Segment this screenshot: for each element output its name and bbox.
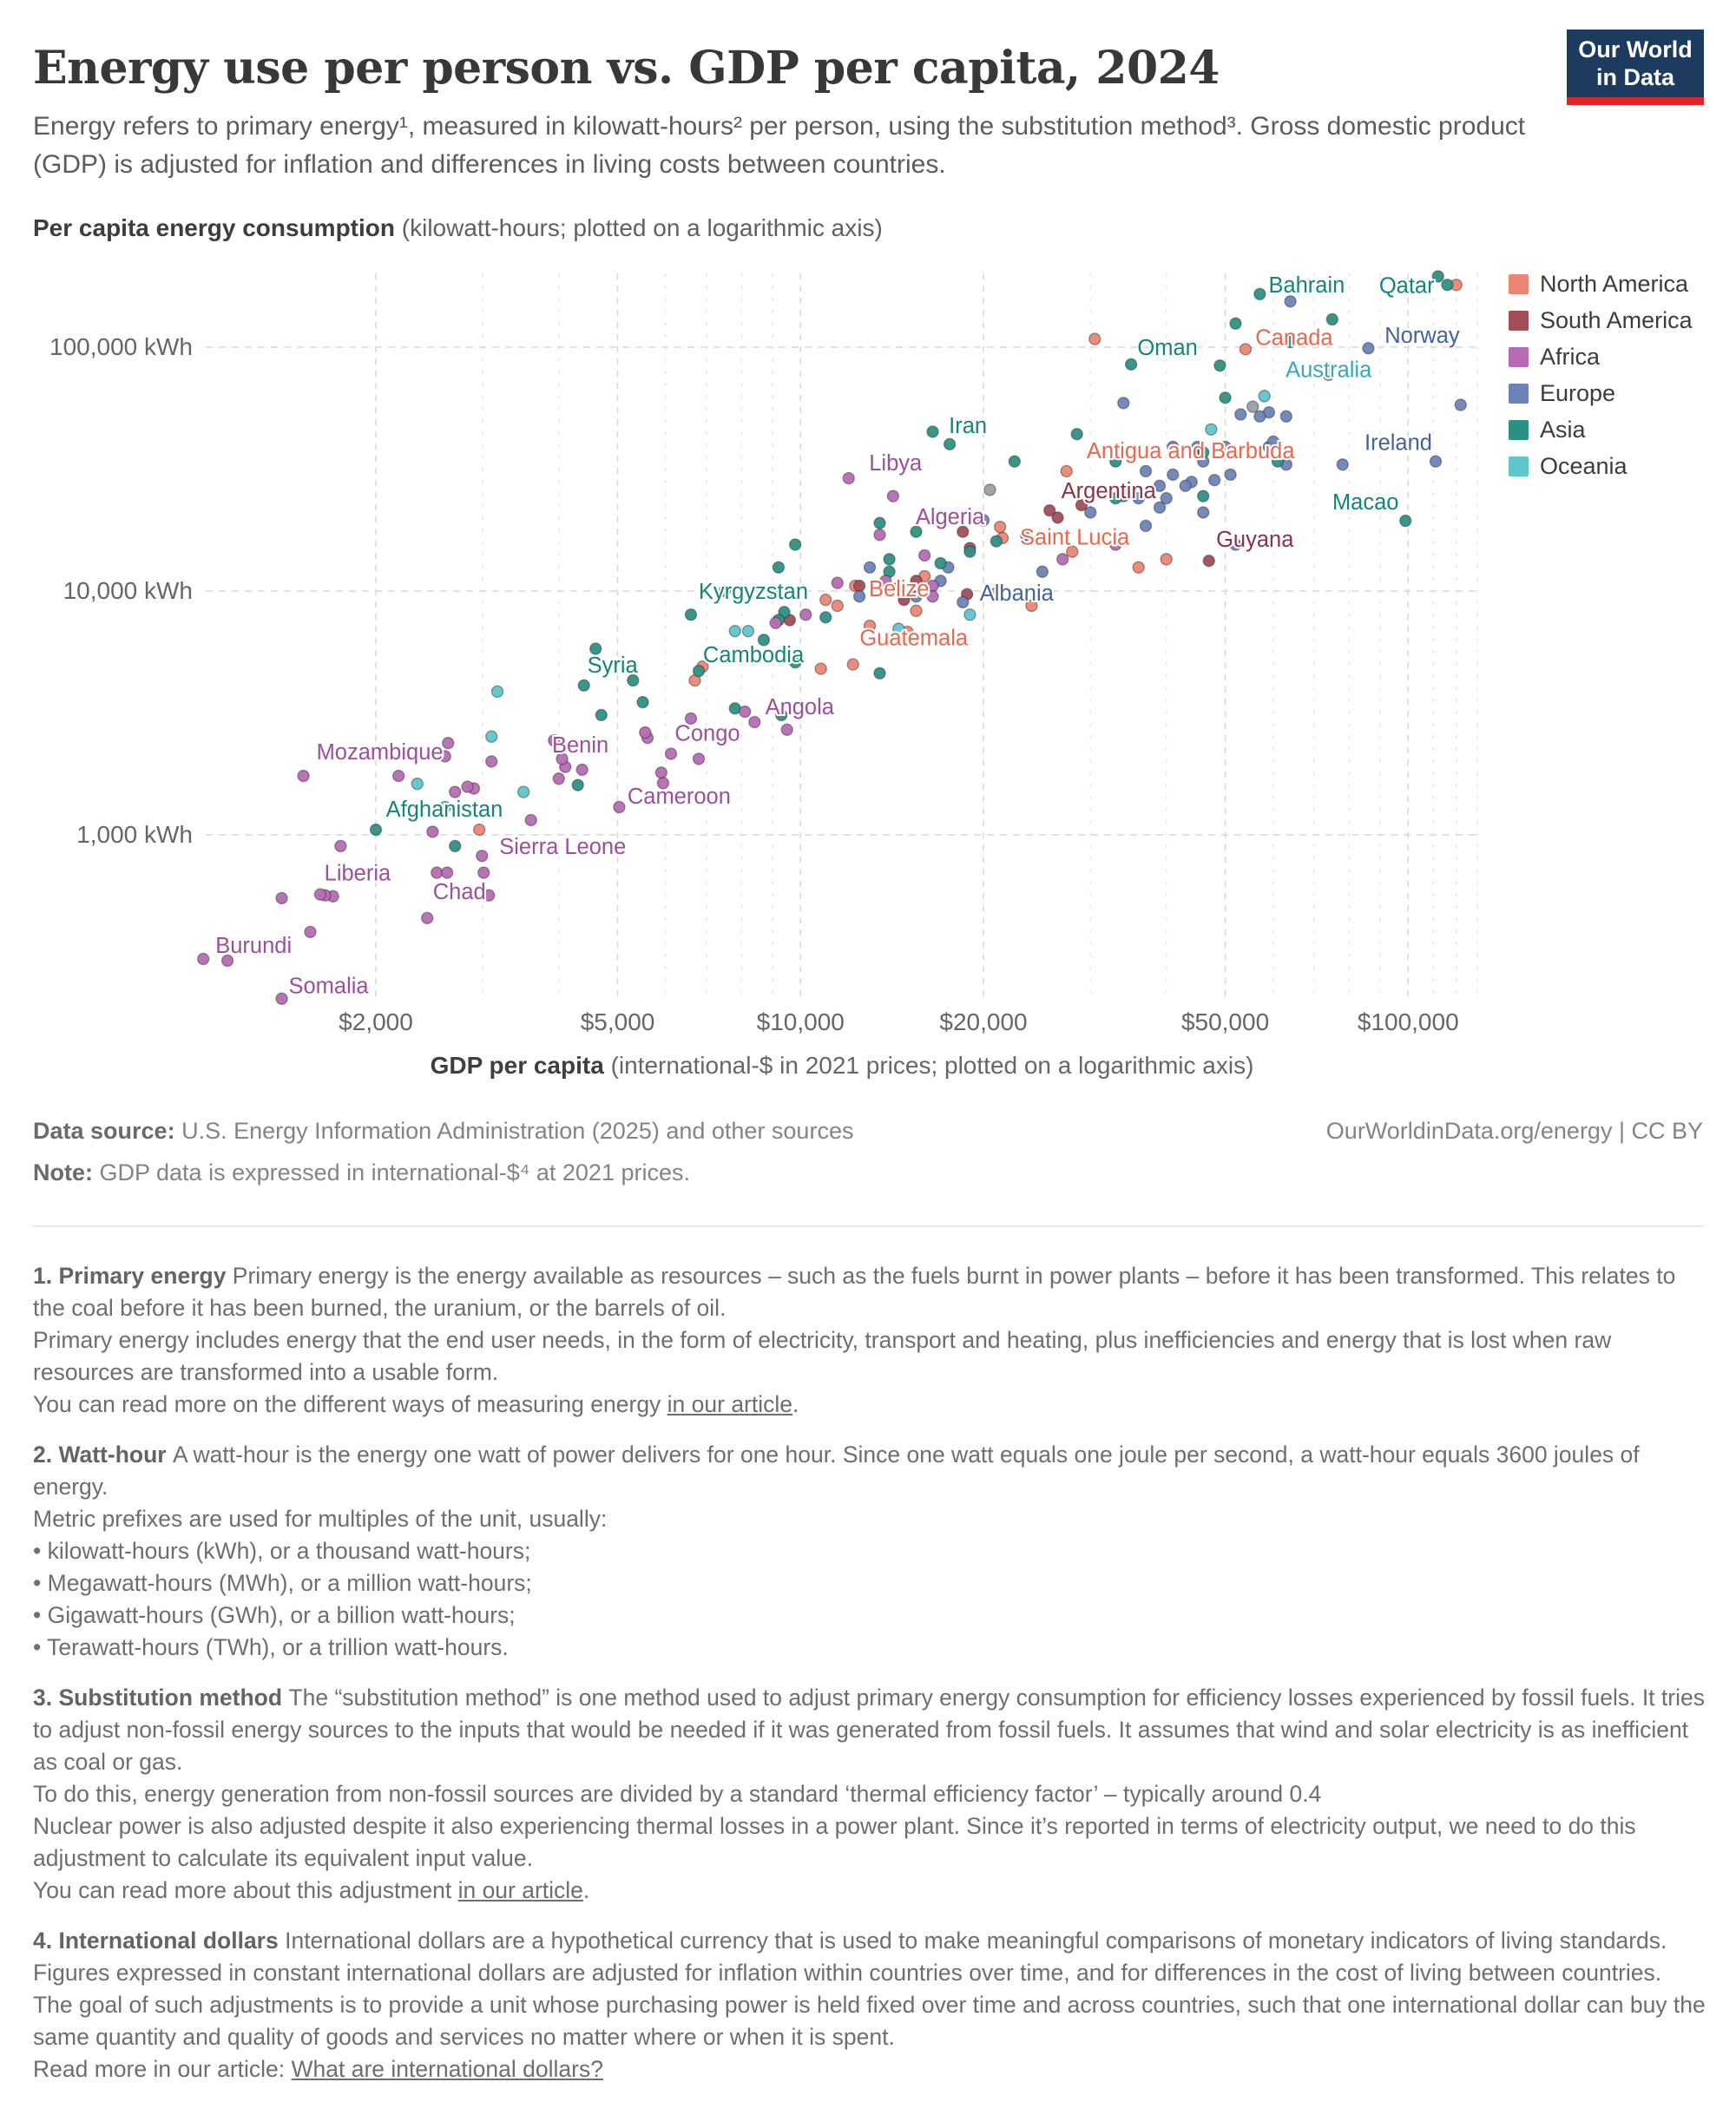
country-label-burundi: Burundi	[215, 933, 293, 958]
data-point[interactable]	[820, 612, 832, 623]
data-point[interactable]	[1206, 424, 1217, 435]
country-label-norway: Norway	[1384, 324, 1460, 349]
data-point[interactable]	[595, 709, 607, 720]
footnote-2-line-6: • Terawatt-hours (TWh), or a trillion watt-hours.	[33, 1634, 509, 1660]
footnote-2-line-3: • kilowatt-hours (kWh), or a thousand watt-hours;	[33, 1538, 531, 1564]
footnote-1	[33, 1260, 1708, 1421]
data-point[interactable]	[990, 535, 1002, 547]
chart-subtitle: Energy refers to primary energy¹, measured in kilowatt-hours² per person, using the substitution method³. Gross domestic product (GDP) is adjusted for inflation and differences in living costs between countries.	[33, 112, 1526, 179]
data-point[interactable]	[655, 767, 667, 778]
data-point[interactable]	[911, 605, 922, 616]
data-point-somalia[interactable]	[276, 993, 287, 1004]
data-point-saint-lucia[interactable]	[995, 522, 1006, 533]
data-point-guatemala[interactable]	[847, 659, 858, 670]
data-point[interactable]	[1247, 401, 1259, 412]
data-point[interactable]	[1161, 554, 1172, 565]
data-point-angola[interactable]	[749, 717, 760, 728]
data-point[interactable]	[964, 609, 976, 621]
owid-logo-line1: Our World	[1578, 36, 1693, 62]
data-point[interactable]	[820, 594, 832, 606]
x-tick-label: $20,000	[939, 1008, 1028, 1035]
data-point[interactable]	[740, 706, 751, 718]
data-point[interactable]	[815, 663, 826, 674]
footnote-2-line-2: Metric prefixes are used for multiples of the unit, usually:	[33, 1506, 608, 1532]
data-point[interactable]	[393, 771, 404, 782]
footnote-1-line-3: You can read more on the different ways of measuring energy in our article.	[33, 1391, 799, 1417]
y-axis-heading-bold: Per capita energy consumption	[33, 214, 395, 241]
footnote-heading-3: 3. Substitution method	[33, 1685, 289, 1711]
data-point-albania[interactable]	[957, 596, 969, 608]
country-label-macao: Macao	[1332, 490, 1399, 516]
footnote-link[interactable]: in our article	[457, 1877, 583, 1903]
country-label-guyana: Guyana	[1216, 528, 1294, 553]
legend-label-oc: Oceania	[1540, 452, 1628, 479]
data-point[interactable]	[640, 726, 651, 738]
footnote-2	[33, 1439, 1708, 1664]
data-point-belize[interactable]	[832, 600, 843, 611]
data-point[interactable]	[1198, 490, 1209, 502]
footnote-3-line-3: Nuclear power is also adjusted despite it also experiencing thermal losses in a power plant. Since it’s reported in terms of electricity output, we need to do this adjustment to calculate its equivalent input value.	[33, 1813, 1636, 1871]
data-point[interactable]	[1089, 333, 1101, 345]
country-label-cameroon: Cameroon	[627, 784, 731, 809]
country-label-ireland: Ireland	[1364, 430, 1432, 456]
data-point-iran[interactable]	[944, 438, 956, 450]
data-source-line	[33, 1118, 853, 1145]
country-label-oman: Oman	[1137, 335, 1198, 360]
legend-swatch-sa	[1509, 311, 1529, 331]
data-point-norway[interactable]	[1363, 343, 1374, 354]
data-point[interactable]	[1225, 469, 1236, 480]
divider	[33, 1225, 1703, 1227]
legend-item-sa[interactable]	[1509, 302, 1693, 338]
footnote-link[interactable]: What are international dollars?	[291, 2056, 603, 2082]
data-point[interactable]	[790, 539, 801, 550]
data-point[interactable]	[427, 826, 438, 837]
country-label-sierra-leone: Sierra Leone	[499, 835, 627, 860]
data-point-afghanistan[interactable]	[371, 824, 382, 836]
data-point[interactable]	[1455, 399, 1466, 410]
data-point-cameroon[interactable]	[614, 801, 625, 812]
footnote-3-line-2: To do this, energy generation from non-fossil sources are divided by a standard ‘thermal efficiency factor’ – typically around 0.4	[33, 1781, 1322, 1807]
data-point[interactable]	[1154, 502, 1166, 513]
data-point[interactable]	[335, 840, 346, 851]
data-point-kyrgyzstan[interactable]	[685, 609, 696, 621]
data-point[interactable]	[1085, 507, 1096, 518]
footnote-4-line-2: Figures expressed in constant international dollars are adjusted for inflation within countries over time, and for differences in the cost of living between countries.	[33, 1960, 1662, 1986]
data-point[interactable]	[694, 753, 705, 765]
data-point-antigua-and-barbuda[interactable]	[1061, 465, 1072, 476]
data-point[interactable]	[1198, 507, 1209, 518]
data-point[interactable]	[442, 867, 453, 878]
country-label-angola: Angola	[765, 695, 834, 720]
data-point-congo[interactable]	[666, 748, 677, 759]
legend-item-oc[interactable]	[1509, 448, 1693, 484]
data-point[interactable]	[773, 562, 784, 573]
data-point[interactable]	[874, 517, 885, 529]
note-label: Note:	[33, 1159, 93, 1186]
footnote-1-line-1: 1. Primary energy Primary energy is the energy available as resources – such as the fuels burnt in power plants – before it has been transformed. This relates to the coal before it has been burned, the uranium, or the barrels of oil.	[33, 1263, 1676, 1321]
country-label-libya: Libya	[869, 451, 923, 476]
data-point[interactable]	[450, 840, 461, 851]
data-point-libya[interactable]	[843, 473, 854, 484]
data-point[interactable]	[553, 773, 564, 785]
legend-swatch-na	[1509, 274, 1529, 294]
data-point[interactable]	[478, 867, 490, 878]
data-point-algeria[interactable]	[874, 529, 885, 541]
country-label-iran: Iran	[949, 413, 988, 438]
data-point-mozambique[interactable]	[298, 771, 309, 782]
footnote-heading-4: 4. International dollars	[33, 1928, 286, 1954]
data-point[interactable]	[887, 490, 898, 502]
data-point[interactable]	[1141, 520, 1152, 531]
country-label-cambodia: Cambodia	[702, 643, 805, 668]
data-point[interactable]	[474, 824, 485, 836]
x-axis-title	[0, 1052, 1684, 1080]
legend-label-af: Africa	[1540, 343, 1601, 370]
legend-swatch-as	[1509, 420, 1529, 440]
country-label-saint-lucia: Saint Lucia	[1020, 525, 1130, 550]
country-label-syria: Syria	[587, 653, 638, 678]
data-point[interactable]	[781, 724, 792, 735]
data-point[interactable]	[1118, 397, 1129, 409]
data-point[interactable]	[1220, 392, 1231, 404]
data-point[interactable]	[729, 626, 740, 637]
country-label-somalia: Somalia	[288, 974, 369, 999]
data-point[interactable]	[865, 562, 876, 573]
country-label-chad: Chad	[432, 879, 486, 904]
data-point[interactable]	[800, 609, 812, 621]
y-tick-label: 1,000 kWh	[76, 821, 193, 848]
data-point[interactable]	[518, 786, 529, 798]
data-point-sierra-leone[interactable]	[477, 851, 488, 862]
data-point-canada[interactable]	[1240, 344, 1251, 355]
data-point[interactable]	[1254, 410, 1266, 422]
country-label-antigua-and-barbuda: Antigua and Barbuda	[1086, 438, 1295, 463]
data-point[interactable]	[492, 686, 503, 697]
data-point[interactable]	[443, 738, 454, 749]
footnote-link[interactable]: in our article	[667, 1391, 793, 1417]
data-point[interactable]	[1071, 429, 1082, 440]
country-label-kyrgyzstan: Kyrgyzstan	[698, 580, 809, 605]
data-point[interactable]	[276, 892, 287, 903]
country-label-afghanistan: Afghanistan	[385, 798, 503, 823]
data-point-benin[interactable]	[576, 764, 588, 775]
data-point[interactable]	[935, 557, 946, 568]
data-point[interactable]	[919, 549, 930, 561]
note-text: GDP data is expressed in international-$⁴ at 2021 prices.	[93, 1159, 690, 1186]
data-point[interactable]	[1235, 409, 1246, 420]
data-point[interactable]	[854, 581, 865, 592]
y-axis-heading-rest: (kilowatt-hours; plotted on a logarithmic axis)	[395, 214, 883, 241]
data-point[interactable]	[486, 731, 497, 742]
data-point[interactable]	[1230, 318, 1241, 329]
data-point-liberia[interactable]	[314, 889, 326, 900]
data-point-bahrain[interactable]	[1254, 288, 1266, 299]
footnote-3-line-1: 3. Substitution method The “substitution method” is one method used to adjust primary energy consumption for efficiency losses experienced by fossil fuels. It tries to adjust non-fossil energy sources to the inputs that would be needed if it was generated from fossil fuels. It assumes that wind and solar electricity is as inefficient as coal or gas.	[33, 1685, 1705, 1775]
country-label-congo: Congo	[674, 721, 740, 746]
data-point[interactable]	[964, 546, 976, 557]
legend-swatch-af	[1509, 347, 1529, 367]
data-point[interactable]	[770, 617, 781, 628]
owid-logo-line2: in Data	[1595, 64, 1675, 90]
data-point[interactable]	[1209, 475, 1220, 486]
country-label-canada: Canada	[1255, 325, 1333, 351]
data-point[interactable]	[1442, 279, 1453, 291]
data-point[interactable]	[462, 781, 473, 792]
legend-label-as: Asia	[1540, 416, 1586, 443]
footnote-heading-2: 2. Watt-hour	[33, 1442, 173, 1468]
footnote-4-line-1: 4. International dollars International dollars are a hypothetical currency that is used to make meaningful comparisons of monetary indicators of living standards.	[33, 1928, 1667, 1954]
footnote-1-line-2: Primary energy includes energy that the end user needs, in the form of electricity, transport and heating, plus inefficiencies and energy that is lost when raw resources are transformed into a usable form.	[33, 1327, 1612, 1385]
legend-item-af[interactable]	[1509, 338, 1693, 375]
country-label-guatemala: Guatemala	[859, 626, 969, 651]
data-point[interactable]	[854, 591, 865, 602]
footnotes	[33, 1260, 1708, 2104]
data-point-syria[interactable]	[578, 680, 589, 691]
legend-item-as[interactable]	[1509, 411, 1693, 448]
footnote-2-line-5: • Gigawatt-hours (GWh), or a billion watt-hours;	[33, 1602, 516, 1628]
legend-label-na: North America	[1540, 270, 1689, 297]
data-point[interactable]	[411, 778, 423, 790]
legend-item-na[interactable]	[1509, 266, 1693, 302]
data-point[interactable]	[927, 426, 938, 437]
data-point-chad[interactable]	[422, 912, 433, 923]
data-point[interactable]	[1057, 554, 1069, 565]
data-point[interactable]	[305, 926, 316, 937]
legend-item-eu[interactable]	[1509, 375, 1693, 411]
data-point[interactable]	[1167, 469, 1179, 480]
page-title: Energy use per person vs. GDP per capita, 2024	[33, 42, 1220, 95]
x-tick-label: $100,000	[1357, 1008, 1459, 1035]
credit-link[interactable]: OurWorldinData.org/energy | CC BY	[1325, 1118, 1703, 1144]
x-tick-label: $5,000	[580, 1008, 655, 1035]
data-point[interactable]	[984, 484, 996, 496]
data-point-oman[interactable]	[1126, 358, 1137, 370]
data-point[interactable]	[832, 577, 843, 588]
y-tick-label: 10,000 kWh	[62, 577, 193, 604]
country-label-albania: Albania	[979, 581, 1054, 606]
x-axis-title-rest: (international-$ in 2021 prices; plotted on a logarithmic axis)	[603, 1052, 1254, 1079]
legend-label-eu: Europe	[1540, 379, 1616, 406]
footnote-2-line-4: • Megawatt-hours (MWh), or a million watt-hours;	[33, 1570, 532, 1596]
data-point[interactable]	[1326, 313, 1338, 325]
x-tick-label: $10,000	[756, 1008, 845, 1035]
country-label-algeria: Algeria	[915, 505, 985, 530]
data-point[interactable]	[1036, 566, 1048, 577]
footnote-3	[33, 1682, 1708, 1907]
data-point[interactable]	[884, 554, 895, 565]
footnote-2-line-1: 2. Watt-hour A watt-hour is the energy one watt of power delivers for one hour. Since one watt equals one joule per second, a watt-hour equals 3600 joules of energy.	[33, 1442, 1640, 1500]
country-label-qatar: Qatar	[1378, 273, 1435, 299]
footnote-4-line-4: Read more in our article: What are international dollars?	[33, 2056, 603, 2082]
country-label-argentina: Argentina	[1061, 479, 1156, 504]
data-point-burundi[interactable]	[198, 953, 209, 964]
data-point[interactable]	[1280, 410, 1292, 422]
legend	[1509, 266, 1693, 484]
country-label-benin: Benin	[551, 732, 609, 758]
data-point[interactable]	[1337, 459, 1348, 470]
country-label-australia: Australia	[1286, 358, 1372, 383]
scatter-chart	[0, 252, 1736, 1085]
data-point[interactable]	[1214, 360, 1226, 371]
chart-footer	[33, 1118, 1703, 1186]
country-label-mozambique: Mozambique	[316, 740, 444, 765]
x-tick-label: $2,000	[339, 1008, 413, 1035]
data-point[interactable]	[874, 667, 885, 679]
data-point-macao[interactable]	[1400, 516, 1411, 527]
legend-label-sa: South America	[1540, 306, 1693, 333]
data-point[interactable]	[637, 697, 648, 708]
country-label-belize: Belize	[869, 576, 930, 601]
legend-swatch-eu	[1509, 384, 1529, 404]
country-label-liberia: Liberia	[324, 861, 391, 886]
data-point[interactable]	[742, 626, 753, 637]
y-tick-label: 100,000 kWh	[49, 333, 193, 360]
data-point[interactable]	[486, 756, 497, 767]
data-point[interactable]	[1141, 465, 1152, 476]
data-point[interactable]	[450, 786, 461, 798]
footnote-4	[33, 1925, 1708, 2085]
data-point[interactable]	[1180, 480, 1191, 491]
data-point-guyana[interactable]	[1203, 555, 1214, 567]
owid-logo[interactable]	[1567, 30, 1704, 105]
data-point[interactable]	[1009, 456, 1020, 467]
data-point-australia[interactable]	[1259, 391, 1270, 402]
x-tick-label: $50,000	[1180, 1008, 1270, 1035]
data-source-label: Data source:	[33, 1118, 175, 1144]
data-point[interactable]	[525, 814, 536, 825]
data-point[interactable]	[431, 867, 443, 878]
footnote-3-line-4: You can read more about this adjustment in our article.	[33, 1877, 590, 1903]
data-point-argentina[interactable]	[1044, 505, 1055, 516]
data-source-text: U.S. Energy Information Administration (2025) and other sources	[174, 1118, 854, 1144]
footnote-heading-1: 1. Primary energy	[33, 1263, 233, 1289]
legend-swatch-oc	[1509, 456, 1529, 476]
data-point[interactable]	[572, 779, 583, 791]
x-axis-title-bold: GDP per capita	[430, 1052, 604, 1079]
data-point[interactable]	[1133, 562, 1144, 573]
data-point-ireland[interactable]	[1430, 456, 1442, 467]
note-line	[33, 1159, 1703, 1186]
country-label-bahrain: Bahrain	[1268, 273, 1345, 298]
y-axis-heading	[33, 214, 883, 242]
footnote-4-line-3: The goal of such adjustments is to provide a unit whose purchasing power is held fixed over time and across countries, such that one international dollar can buy the same quantity and quality of goods and services no matter where or when it is spent.	[33, 1992, 1706, 2050]
plot-area	[0, 252, 1736, 1085]
